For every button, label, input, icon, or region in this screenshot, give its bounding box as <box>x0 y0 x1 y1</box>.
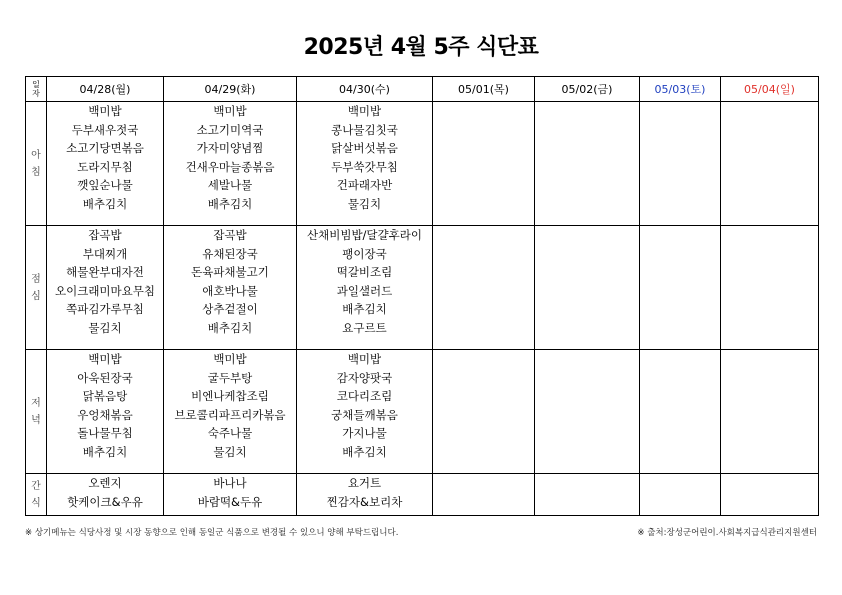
menu-item: 돌나물무침 <box>77 426 133 441</box>
menu-cell-dinner-tue <box>164 350 297 474</box>
menu-item: 세발나물 <box>207 178 253 193</box>
menu-item: 백미밥 <box>88 352 122 366</box>
menu-cell-breakfast-sun <box>721 102 819 226</box>
meal-label-char: 식 <box>31 497 41 509</box>
menu-item: 건새우마늘종볶음 <box>185 159 275 174</box>
menu-item: 궁채들깨볶음 <box>331 407 398 422</box>
meal-label-lunch <box>26 226 47 350</box>
meal-label-dinner <box>26 350 47 474</box>
menu-item: 배추김치 <box>342 302 387 317</box>
menu-cell-lunch-thu <box>433 226 535 350</box>
menu-cell-snack-wed <box>297 474 433 516</box>
menu-item: 돈육파채불고기 <box>191 265 269 280</box>
menu-cell-lunch-mon <box>47 226 164 350</box>
menu-cell-dinner-wed <box>297 350 433 474</box>
corner-bottom: 자 <box>32 89 40 98</box>
menu-cell-lunch-sat <box>640 226 721 350</box>
menu-item: 닭볶음탕 <box>82 389 128 404</box>
meal-row-breakfast <box>26 102 819 226</box>
page-title: 2025년 4월 5주 식단표 <box>303 35 539 60</box>
menu-item: 상추겉절이 <box>202 302 258 317</box>
menu-cell-dinner-sat <box>640 350 721 474</box>
menu-item: 산채비빔밥/달걀후라이 <box>307 228 422 242</box>
menu-cell-snack-mon <box>47 474 164 516</box>
day-header-sat: 05/03(토) <box>640 77 721 102</box>
menu-cell-lunch-fri <box>535 226 640 350</box>
menu-item: 아욱된장국 <box>77 370 133 385</box>
menu-item: 두부쑥갓무침 <box>331 159 398 174</box>
menu-cell-dinner-sun <box>721 350 819 474</box>
menu-item: 바나나 <box>213 476 247 490</box>
menu-cell-snack-sat <box>640 474 721 516</box>
menu-item: 요구르트 <box>342 320 387 335</box>
footer-source: ※ 출처:장성군어린이.사회복지급식관리지원센터 <box>637 528 817 538</box>
menu-item: 잡곡밥 <box>213 228 247 242</box>
meal-label-snack <box>26 474 47 516</box>
meal-row-dinner <box>26 350 819 474</box>
menu-item: 배추김치 <box>82 444 128 459</box>
menu-item: 도라지무침 <box>77 159 133 174</box>
menu-item: 애호박나물 <box>202 283 258 298</box>
menu-cell-snack-sun <box>721 474 819 516</box>
menu-item: 팽이장국 <box>342 246 387 261</box>
menu-item: 배추김치 <box>207 320 253 335</box>
menu-cell-breakfast-wed <box>297 102 433 226</box>
menu-item: 숙주나물 <box>207 426 253 441</box>
menu-cell-lunch-wed <box>297 226 433 350</box>
menu-item: 물김치 <box>88 320 122 335</box>
menu-item: 소고기당면볶음 <box>66 141 144 156</box>
day-header-tue: 04/29(화) <box>164 77 297 102</box>
meal-row-snack <box>26 474 819 516</box>
menu-item: 백미밥 <box>347 104 382 118</box>
menu-item: 찐감자&보리차 <box>326 494 403 509</box>
menu-cell-snack-tue <box>164 474 297 516</box>
menu-item: 핫케이크&우유 <box>67 494 143 509</box>
menu-cell-lunch-sun <box>721 226 819 350</box>
menu-item: 물김치 <box>213 444 247 459</box>
menu-cell-breakfast-fri <box>535 102 640 226</box>
menu-item: 요거트 <box>347 476 382 490</box>
menu-cell-breakfast-thu <box>433 102 535 226</box>
menu-item: 배추김치 <box>207 196 253 211</box>
menu-item: 비엔나케찹조림 <box>191 389 269 404</box>
menu-item: 두부새우젓국 <box>71 122 139 137</box>
menu-item: 감자양팟국 <box>336 370 393 385</box>
menu-cell-breakfast-mon <box>47 102 164 226</box>
menu-item: 닭살버섯볶음 <box>331 141 398 156</box>
menu-cell-dinner-fri <box>535 350 640 474</box>
menu-cell-dinner-mon <box>47 350 164 474</box>
menu-cell-snack-thu <box>433 474 535 516</box>
menu-item: 백미밥 <box>88 104 122 118</box>
day-header-fri: 05/02(금) <box>535 77 640 102</box>
menu-item: 브로콜리파프리카볶음 <box>174 407 286 422</box>
meal-label-char: 저 <box>31 397 41 409</box>
menu-item: 굴두부탕 <box>207 370 253 385</box>
menu-item: 쪽파김가루무침 <box>66 302 144 317</box>
menu-item: 백미밥 <box>213 104 247 118</box>
menu-item: 가자미양념찜 <box>196 141 264 156</box>
menu-cell-snack-fri <box>535 474 640 516</box>
meal-label-char: 심 <box>31 290 41 302</box>
menu-item: 가지나물 <box>342 426 387 441</box>
menu-item: 과일샐러드 <box>336 283 393 298</box>
day-header-wed: 04/30(수) <box>297 77 433 102</box>
date-corner-label <box>26 77 47 102</box>
menu-item: 물김치 <box>347 196 382 211</box>
meal-label-char: 침 <box>31 166 41 178</box>
menu-item: 부대찌개 <box>82 246 128 261</box>
meal-label-char: 녁 <box>31 414 41 426</box>
menu-item: 배추김치 <box>82 196 128 211</box>
meal-label-breakfast <box>26 102 47 226</box>
menu-item: 코다리조림 <box>336 389 393 404</box>
menu-item: 백미밥 <box>347 352 382 366</box>
menu-item: 바람떡&두유 <box>197 494 263 509</box>
meal-row-lunch <box>26 226 819 350</box>
menu-item: 콩나물김칫국 <box>331 122 398 137</box>
menu-item: 떡갈비조림 <box>336 265 393 280</box>
meal-label-char: 간 <box>31 480 41 492</box>
footer-note: ※ 상기메뉴는 식당사정 및 시장 동향으로 인해 동일군 식품으로 변경될 수 있으니 양해 부탁드립니다. <box>25 528 399 538</box>
menu-item: 오이크래미마요무침 <box>55 283 155 298</box>
menu-item: 우엉채볶음 <box>77 407 133 422</box>
day-header-sun: 05/04(일) <box>721 77 819 102</box>
menu-cell-breakfast-tue <box>164 102 297 226</box>
day-header-mon: 04/28(월) <box>47 77 164 102</box>
meal-label-char: 아 <box>31 149 41 161</box>
menu-cell-lunch-tue <box>164 226 297 350</box>
menu-item: 건파래자반 <box>336 178 393 193</box>
menu-cell-dinner-thu <box>433 350 535 474</box>
day-header-thu: 05/01(목) <box>433 77 535 102</box>
corner-top: 일 <box>32 80 40 89</box>
menu-item: 잡곡밥 <box>88 228 122 242</box>
meal-plan-table <box>25 76 819 516</box>
menu-item: 배추김치 <box>342 444 387 459</box>
meal-label-char: 점 <box>31 273 41 285</box>
menu-item: 해물완부대자전 <box>66 265 144 280</box>
menu-item: 오렌지 <box>88 476 122 490</box>
menu-item: 깻잎순나물 <box>77 178 133 193</box>
menu-item: 유채된장국 <box>202 246 258 261</box>
menu-cell-breakfast-sat <box>640 102 721 226</box>
menu-item: 소고기미역국 <box>196 122 264 137</box>
menu-item: 백미밥 <box>213 352 247 366</box>
